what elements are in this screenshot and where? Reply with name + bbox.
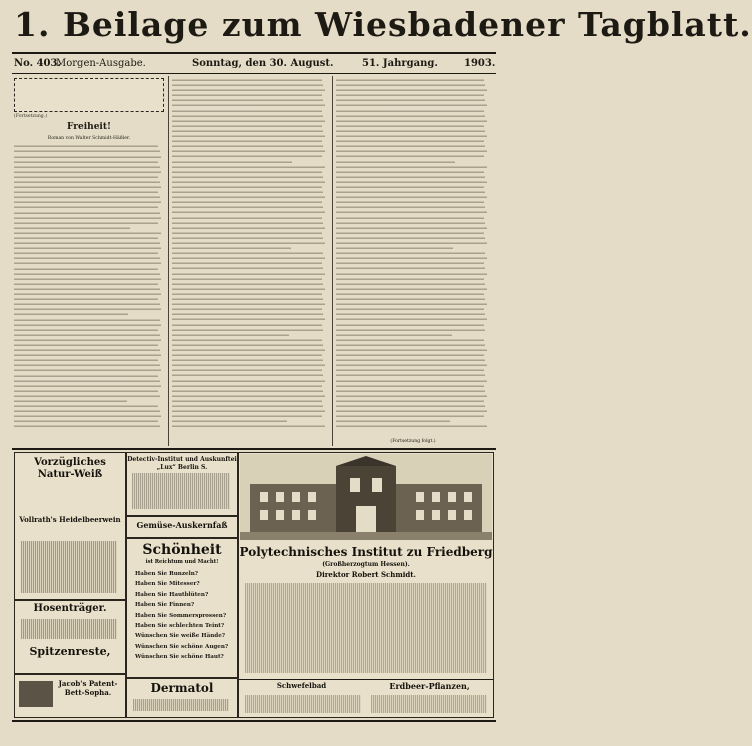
story-footer: (Fortsetzung folgt.) <box>390 438 436 444</box>
masthead: 1. Beilage zum Wiesbadener Tagblatt. <box>14 5 752 44</box>
ad-text <box>371 695 487 713</box>
ads-top-rule <box>12 448 496 450</box>
column-rule <box>168 76 169 446</box>
schoenheit-line: Haben Sie Hautblüten? <box>135 591 209 598</box>
issue-date: Sonntag, den 30. August. <box>192 58 334 69</box>
column-3 <box>336 78 490 446</box>
info-rule <box>12 73 496 74</box>
ad-naturweiss <box>14 452 126 600</box>
column-2-text <box>172 78 328 429</box>
ad-institut-subtitle: (Großherzogtum Hessen). <box>322 561 410 568</box>
ad-institut <box>238 452 494 718</box>
story-continued: (Fortsetzung.) <box>14 114 47 119</box>
story-subtitle: Roman von Walter Schmidt-Häßler. <box>47 136 131 142</box>
schoenheit-line: Haben Sie Finnen? <box>135 602 195 609</box>
ad-detektiv-title: Detectiv-Institut und Auskunftei „Lux“ Berlin S. <box>127 456 237 471</box>
column-1-text <box>14 144 164 429</box>
story-heading: Freiheit! <box>67 122 111 133</box>
ad-gemuese <box>126 516 238 538</box>
issue-info-line <box>12 56 496 72</box>
ad-institut-director: Direktor Robert Schmidt. <box>316 570 416 579</box>
ad-detektiv <box>126 452 238 516</box>
schoenheit-line: Wünschen Sie weiße Hände? <box>135 633 226 640</box>
text-line <box>336 424 487 429</box>
issue-volume: 51. Jahrgang. <box>362 58 438 69</box>
text-line <box>172 424 325 429</box>
ad-hosentraeger <box>14 600 126 674</box>
ad-dermatol-title: Dermatol <box>150 681 214 695</box>
page-bottom-rule <box>12 720 496 722</box>
ad-schoenheit-title: Schönheit <box>142 542 222 558</box>
schoenheit-line: Haben Sie Sommersprossen? <box>135 612 227 619</box>
ad-text <box>21 541 117 593</box>
notice-box <box>14 78 164 112</box>
schoenheit-line: Wünschen Sie schöne Augen? <box>135 643 229 650</box>
ad-patent-title: Jacob's Patent-Bett-Sopha. <box>58 679 118 697</box>
ad-divider <box>239 679 493 680</box>
ad-text <box>132 473 230 509</box>
column-3-text <box>336 78 490 429</box>
ad-text <box>21 619 117 639</box>
institut-building-image <box>240 454 492 540</box>
ad-spitzenreste-title: Spitzenreste, <box>29 645 111 658</box>
ad-schoenheit-subtitle: ist Reichtum und Macht! <box>145 559 219 565</box>
text-line <box>14 424 160 429</box>
column-2 <box>172 78 328 446</box>
ad-text <box>245 695 361 713</box>
column-rule <box>332 76 333 446</box>
ad-text <box>245 583 487 673</box>
schoenheit-line: Wünschen Sie schöne Haut? <box>135 654 224 661</box>
ad-gemuese-title: Gemüse-Auskernfaß <box>136 520 228 530</box>
schoenheit-line: Haben Sie Mitesser? <box>135 581 200 588</box>
column-1 <box>14 78 164 446</box>
sopha-image <box>19 681 53 707</box>
ad-hosentraeger-title: Hosenträger. <box>33 603 107 614</box>
masthead-rule <box>12 52 496 54</box>
ad-naturweiss-title: Vorzügliches Natur-Weiß <box>34 457 106 480</box>
issue-number: No. 403. <box>14 58 61 69</box>
schoenheit-line: Haben Sie schlechten Teint? <box>135 623 225 630</box>
ad-erdbeer-title: Erdbeer-Pflanzen, <box>389 681 470 691</box>
issue-edition: Morgen-Ausgabe. <box>56 58 146 69</box>
ad-schwefelbad-title: Schwefelbad <box>276 681 327 690</box>
issue-year: 1903. <box>464 58 496 69</box>
ad-dermatol <box>126 678 238 718</box>
ad-text <box>133 699 229 711</box>
ad-schoenheit <box>126 538 238 678</box>
ad-naturweiss-subtitle: Vollrath's Heidelbeerwein <box>19 515 121 524</box>
schoenheit-line: Haben Sie Runzeln? <box>135 571 199 577</box>
ad-schoenheit-list <box>135 569 229 663</box>
ad-patent-sopha <box>14 674 126 718</box>
ad-institut-title: Polytechnisches Institut zu Friedberg <box>239 545 493 559</box>
